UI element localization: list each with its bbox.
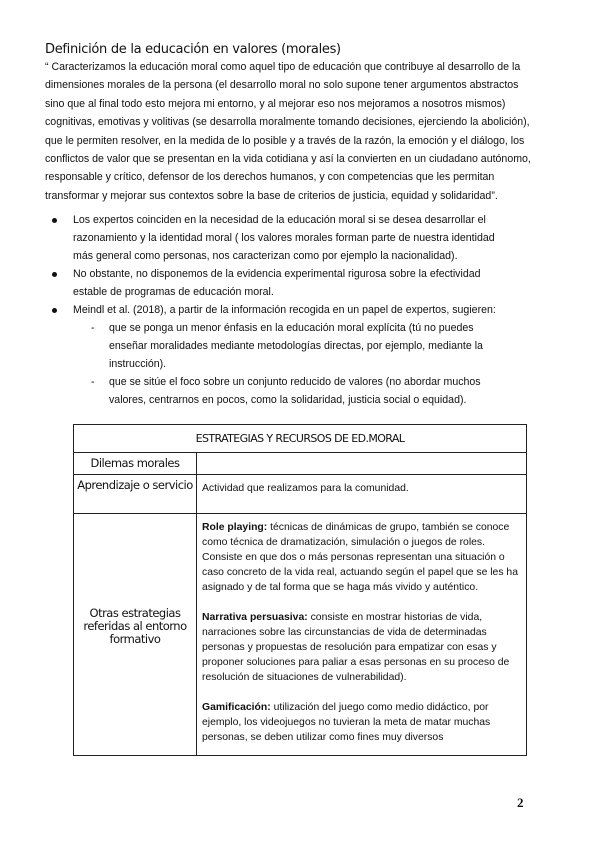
row-label: Dilemas morales xyxy=(74,453,197,475)
bullet-icon xyxy=(52,218,57,223)
text-line: instrucción). xyxy=(109,358,167,370)
definition-quote xyxy=(45,58,531,205)
bullet-icon xyxy=(52,272,57,277)
text-line: Los expertos coinciden en la necesidad de la educación moral si se desea desarrollar el xyxy=(73,214,486,226)
text-line: enseñar moralidades mediante metodologías directas, por ejemplo, mediante la xyxy=(109,340,483,352)
page-number: 2 xyxy=(517,795,524,810)
strategy-role-playing xyxy=(202,520,521,595)
text-line: sino que al final todo esto mejora mi entorno, y al mejorar eso nos mejoramos a nosotros mismos) xyxy=(45,97,506,110)
strategy-gamificacion xyxy=(202,700,521,745)
bullet-icon xyxy=(52,308,57,313)
table-row xyxy=(74,453,527,475)
text-line: que le permiten resolver, en la medida de lo posible y a través de la razón, la emoción y el diálogo, los xyxy=(45,134,525,147)
dash-icon: - xyxy=(91,322,95,334)
strategy-description: utilización del juego como medio didáctico, por ejemplo, los videojuegos no tuvieran la meta de matar muchas personas, se deben utilizar como fines muy diversos xyxy=(202,702,491,743)
sub-bullet-item xyxy=(52,373,496,409)
text-line: más general como personas, nos caracterizan como por ejemplo la nacionalidad). xyxy=(73,250,458,262)
text-line: responsable y crítico, defensor de los derechos humanos, y con competencias que les permitan xyxy=(45,171,495,184)
strategy-narrativa xyxy=(202,610,521,685)
text-line: valores, centrarnos en pocos, como la solidaridad, justicia social o equidad). xyxy=(109,394,467,406)
strategy-description: consiste en mostrar historias de vida, narraciones sobre las circunstancias de vida de determinadas personas y propuestas de resolución para empatizar con esas y proponer soluciones para paliar a esas personas en su proceso de resolución de situaciones de vulnerabilidad). xyxy=(202,612,510,683)
sub-bullet-item xyxy=(52,319,496,373)
table-row xyxy=(74,514,527,756)
text-line: cognitivas, emotivas y volitivas (se desarrolla moralmente tomando decisiones, ejerciendo la abolición), xyxy=(45,116,530,129)
strategies-table xyxy=(73,424,527,756)
text-line: “ Caracterizamos la educación moral como aquel tipo de educación que contribuye al desarrollo de la xyxy=(45,61,521,73)
text-line: transformar y mejorar sus contextos sobre la base de criterios de justicia, equidad y solidaridad”. xyxy=(45,189,498,202)
text-line: estable de programas de educación moral. xyxy=(73,286,274,298)
bullet-item xyxy=(52,301,496,319)
bullet-item xyxy=(52,265,496,301)
text-line: dimensiones morales de la persona (el desarrollo moral no solo supone tener argumentos abstractos xyxy=(45,79,519,92)
section-title: Definición de la educación en valores (morales) xyxy=(45,42,341,57)
strategy-description: técnicas de dinámicas de grupo, también se conoce como técnica de dramatización, simulación o juegos de roles. Consiste en que dos o más personas representan una situación o caso concreto de la vida real, actuando según el papel que se les ha asignado y de tal forma que se haga más vivido y auténtico. xyxy=(202,522,518,593)
bullet-item xyxy=(52,211,496,265)
text-line: conflictos de valor que se presentan en la vida cotidiana y así la convierten en un ciudadano autónomo, xyxy=(45,153,531,166)
row-label: Otras estrategias referidas al entorno formativo xyxy=(74,514,197,756)
row-content xyxy=(197,514,527,756)
table-row xyxy=(74,475,527,514)
strategy-term: Role playing: xyxy=(202,522,268,533)
text-line: que se ponga un menor énfasis en la educación moral explícita (tú no puedes xyxy=(109,322,474,334)
text-line: razonamiento y la identidad moral ( los valores morales forman parte de nuestra identidad xyxy=(73,232,495,244)
strategy-term: Gamificación: xyxy=(202,702,271,713)
row-content xyxy=(197,453,527,475)
row-content: Actividad que realizamos para la comunidad. xyxy=(197,475,527,514)
bullet-list xyxy=(52,211,496,409)
table-header: ESTRATEGIAS Y RECURSOS DE ED.MORAL xyxy=(74,425,527,453)
text-line: que se sitúe el foco sobre un conjunto reducido de valores (no abordar muchos xyxy=(109,376,481,388)
text-line: No obstante, no disponemos de la evidencia experimental rigurosa sobre la efectividad xyxy=(73,268,481,280)
strategy-term: Narrativa persuasiva: xyxy=(202,612,308,623)
dash-icon: - xyxy=(91,376,95,388)
row-label: Aprendizaje o servicio xyxy=(74,475,197,514)
text-line: Meindl et al. (2018), a partir de la información recogida en un papel de expertos, sugieren: xyxy=(73,304,496,316)
